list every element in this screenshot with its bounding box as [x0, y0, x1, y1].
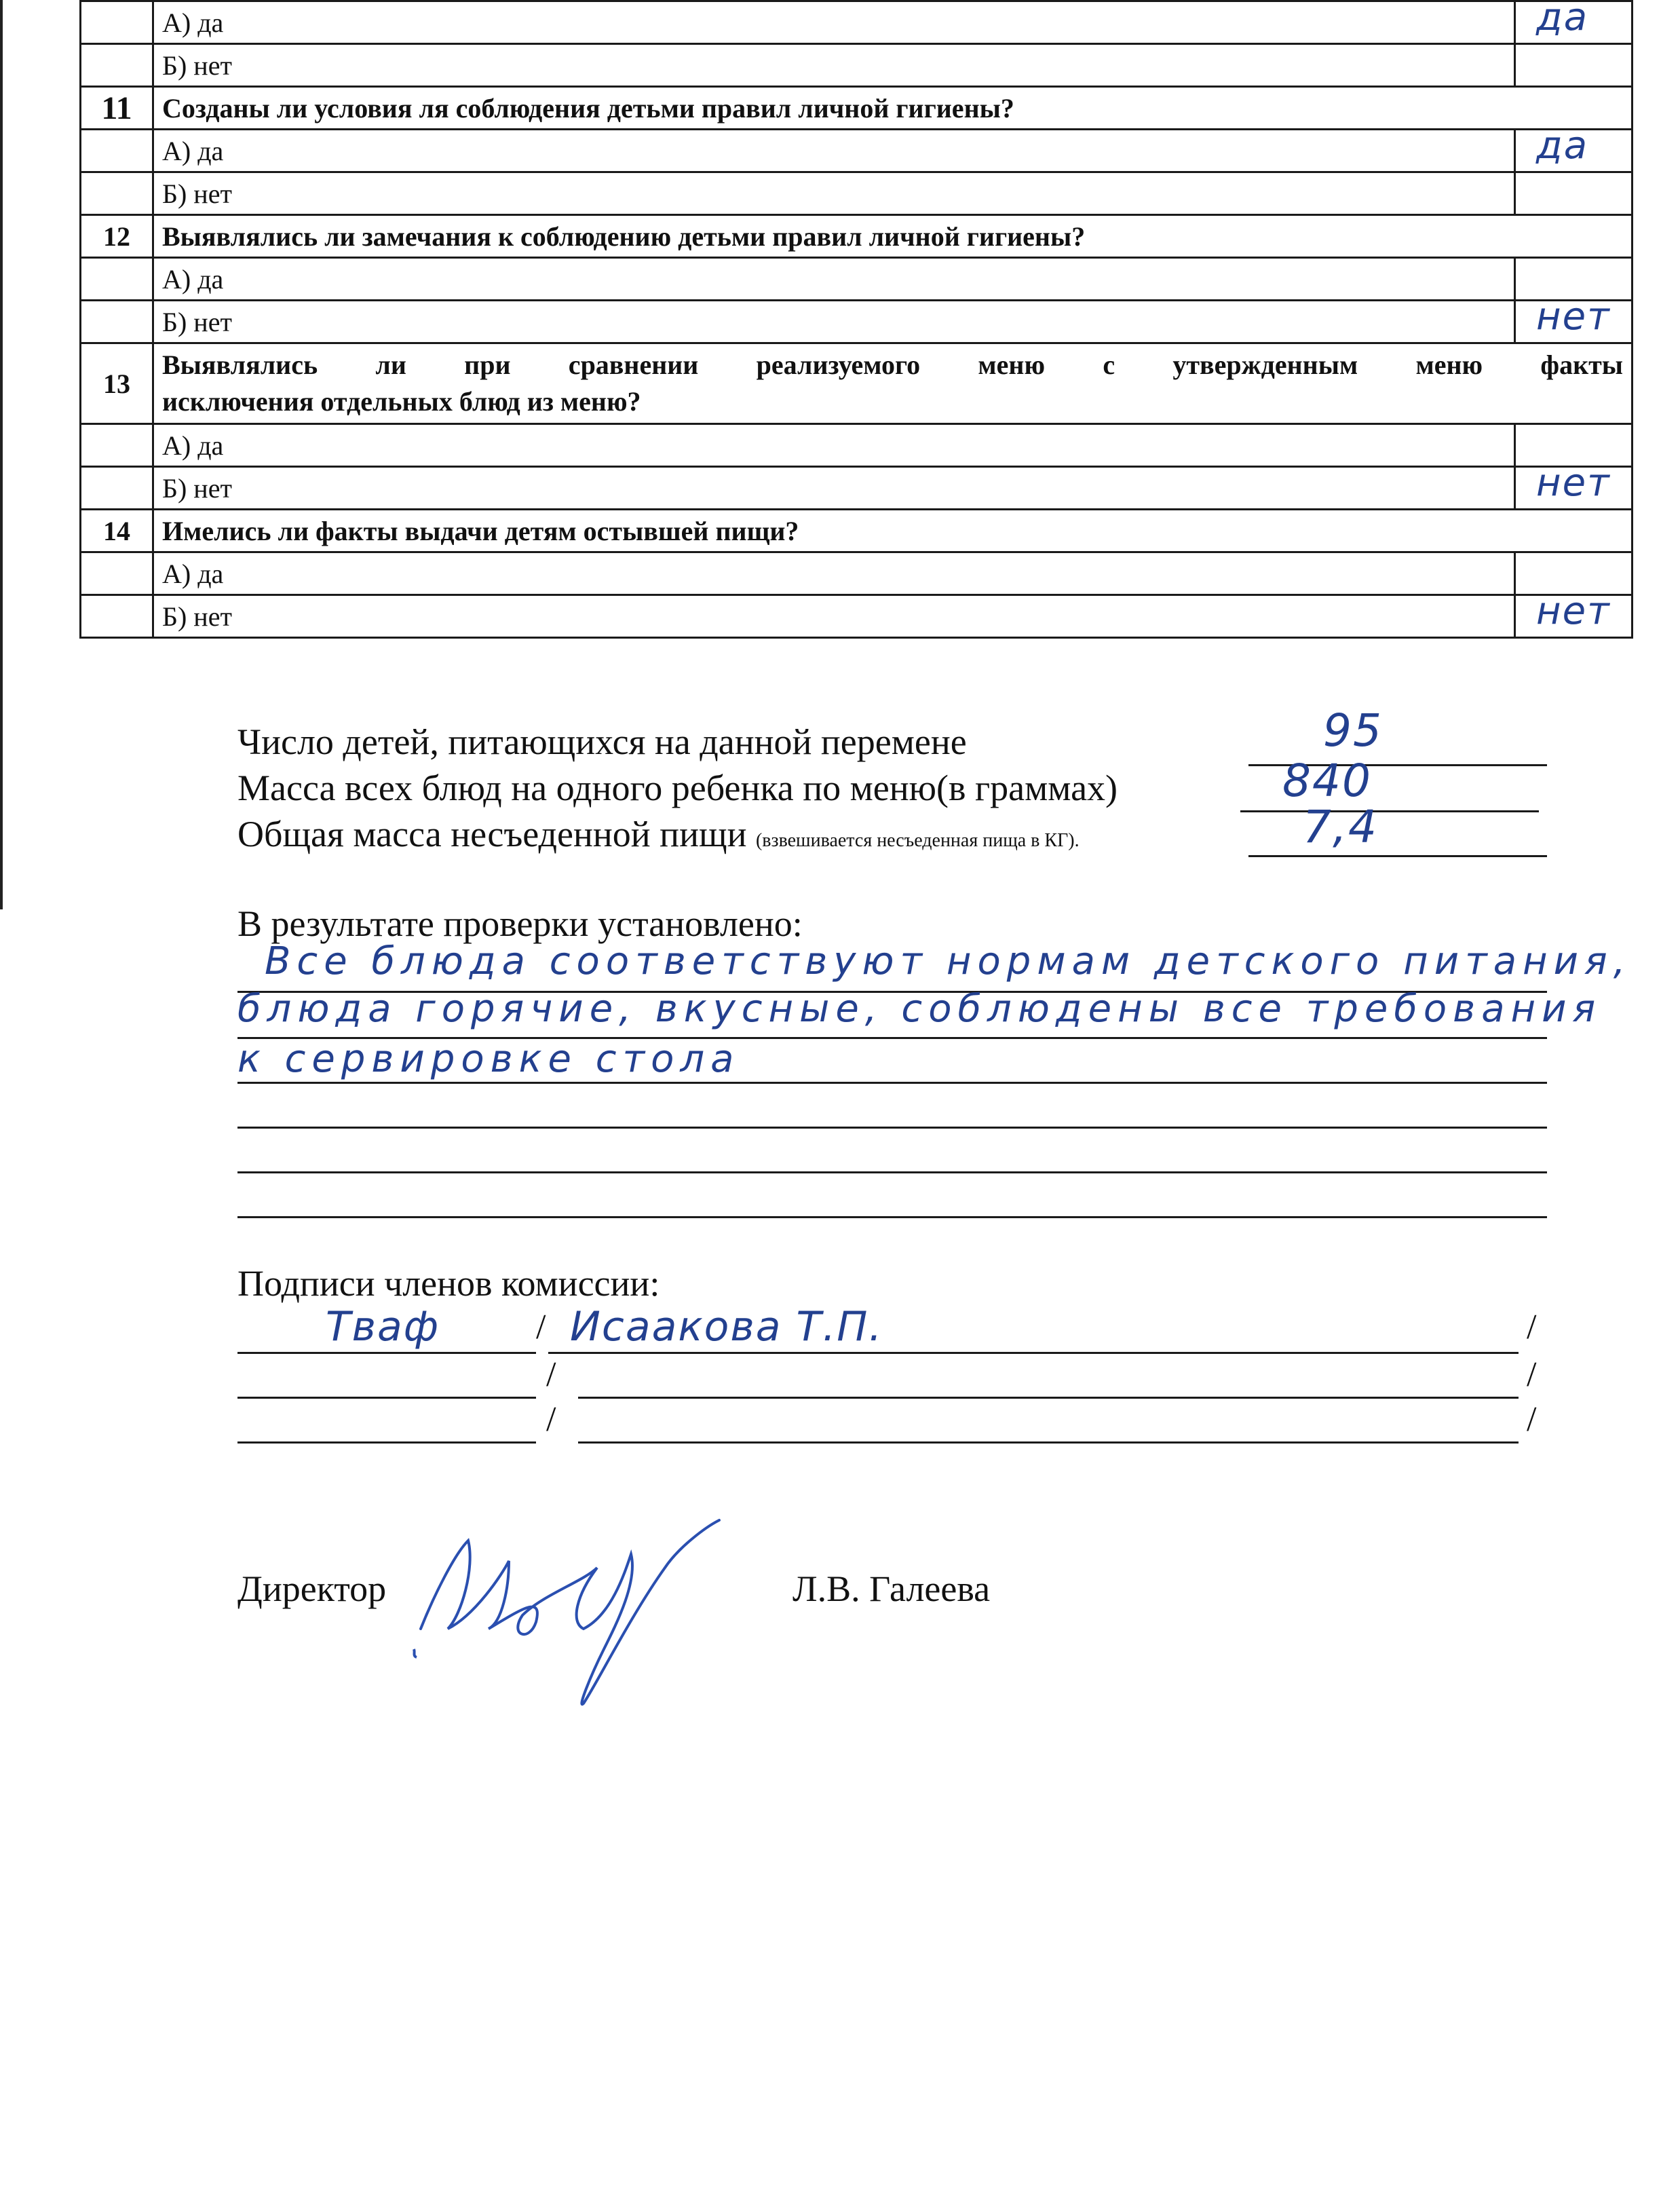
- answer-row: [81, 595, 1633, 638]
- answer-cell: [1515, 1, 1633, 44]
- row-number: [81, 1, 153, 44]
- question-text-line: исключения отдельных блюд из меню?: [162, 386, 641, 417]
- dish-mass-value: 840: [1282, 755, 1372, 807]
- answer-option: Б) нет: [153, 301, 1515, 343]
- sign-slash-2b: /: [1527, 1355, 1537, 1394]
- result-rule-6: [237, 1216, 1547, 1218]
- question-row: [81, 215, 1633, 258]
- result-text-line-3: к сервировке стола: [237, 1037, 740, 1081]
- dish-mass-line: [1240, 810, 1539, 812]
- answer-cell: [1515, 130, 1633, 172]
- answer-option: Б) нет: [153, 595, 1515, 638]
- handwritten-answer: нет: [1536, 595, 1611, 633]
- answer-option: А) да: [153, 1, 1515, 44]
- children-count-label: Число детей, питающихся на данной перемене: [237, 721, 967, 762]
- row-number: [81, 130, 153, 172]
- handwritten-answer: да: [1536, 1, 1589, 39]
- answer-option: А) да: [153, 424, 1515, 467]
- answer-cell: [1515, 595, 1633, 638]
- result-text-line-2: блюда горячие, вкусные, соблюдены все требования: [237, 987, 1602, 1031]
- question-row: [81, 510, 1633, 552]
- sign-slash-3a: /: [546, 1400, 556, 1439]
- result-rule-5: [237, 1171, 1547, 1173]
- sign-slash-3b: /: [1527, 1400, 1537, 1439]
- sign-line-1a: [237, 1352, 536, 1354]
- answer-option: Б) нет: [153, 172, 1515, 215]
- row-number: [81, 172, 153, 215]
- question-text-line: Выявлялись ли при сравнении реализуемого меню с утвержденным меню факты: [162, 350, 1623, 380]
- answer-option: Б) нет: [153, 467, 1515, 510]
- sign-slash-1b: /: [1527, 1308, 1537, 1346]
- director-title: Директор: [237, 1568, 387, 1609]
- question-row: [81, 343, 1633, 424]
- food-waste-label: [237, 813, 1080, 855]
- member1-name: Исаакова Т.П.: [570, 1303, 883, 1351]
- sign-line-1b: [548, 1352, 1519, 1354]
- row-number: 14: [81, 510, 153, 552]
- result-text-line-1: Все блюда соответствуют нормам детского питания,: [265, 939, 1632, 983]
- row-number: [81, 301, 153, 343]
- answer-option: Б) нет: [153, 44, 1515, 87]
- result-heading: В результате проверки установлено:: [237, 903, 803, 944]
- row-number: [81, 467, 153, 510]
- children-count-value: 95: [1323, 704, 1383, 757]
- row-number: [81, 44, 153, 87]
- question-row: [81, 87, 1633, 130]
- answer-row: [81, 301, 1633, 343]
- food-waste-line: [1248, 855, 1547, 857]
- answer-row: [81, 1, 1633, 44]
- row-number: 13: [81, 343, 153, 424]
- dish-mass-label: Масса всех блюд на одного ребенка по меню(в граммах): [237, 768, 1118, 808]
- answer-cell: [1515, 172, 1633, 215]
- handwritten-answer: нет: [1536, 466, 1611, 505]
- answer-row: [81, 552, 1633, 595]
- sign-line-2b: [578, 1397, 1519, 1399]
- answer-row: [81, 172, 1633, 215]
- row-number: 12: [81, 215, 153, 258]
- food-waste-note: (взвешивается несъеденная пища в КГ).: [755, 830, 1080, 851]
- result-rule-3: [237, 1082, 1547, 1084]
- answer-option: А) да: [153, 258, 1515, 301]
- handwritten-answer: да: [1536, 129, 1589, 168]
- sign-line-3b: [578, 1441, 1519, 1444]
- signatures-heading: Подписи членов комиссии:: [237, 1263, 660, 1304]
- sign-slash-1a: /: [536, 1308, 546, 1346]
- answer-row: [81, 467, 1633, 510]
- question-text: Созданы ли условия ля соблюдения детьми правил личной гигиены?: [153, 87, 1633, 130]
- director-name: Л.В. Галеева: [793, 1568, 991, 1609]
- row-number: 11: [81, 87, 153, 130]
- row-number: [81, 552, 153, 595]
- food-waste-label-text: Общая масса несъеденной пищи: [237, 814, 747, 854]
- answer-row: [81, 258, 1633, 301]
- sign-line-2a: [237, 1397, 536, 1399]
- survey-table: [79, 0, 1633, 639]
- answer-row: [81, 44, 1633, 87]
- answer-row: [81, 424, 1633, 467]
- result-rule-4: [237, 1127, 1547, 1129]
- answer-option: А) да: [153, 130, 1515, 172]
- question-text: [153, 343, 1633, 424]
- answer-cell: [1515, 258, 1633, 301]
- answer-cell: [1515, 552, 1633, 595]
- row-number: [81, 424, 153, 467]
- question-text: Выявлялись ли замечания к соблюдению детьми правил личной гигиены?: [153, 215, 1633, 258]
- sign-slash-2a: /: [546, 1355, 556, 1394]
- director-signature: [407, 1513, 787, 1717]
- answer-row: [81, 130, 1633, 172]
- answer-cell: [1515, 44, 1633, 87]
- page-left-border: [0, 0, 3, 909]
- food-waste-value: 7,4: [1303, 801, 1378, 853]
- member1-signature: Тваф: [326, 1303, 440, 1351]
- question-text: Имелись ли факты выдачи детям остывшей пищи?: [153, 510, 1633, 552]
- sign-line-3a: [237, 1441, 536, 1444]
- answer-option: А) да: [153, 552, 1515, 595]
- answer-cell: [1515, 301, 1633, 343]
- row-number: [81, 595, 153, 638]
- answer-cell: [1515, 467, 1633, 510]
- handwritten-answer: нет: [1536, 300, 1611, 339]
- answer-cell: [1515, 424, 1633, 467]
- row-number: [81, 258, 153, 301]
